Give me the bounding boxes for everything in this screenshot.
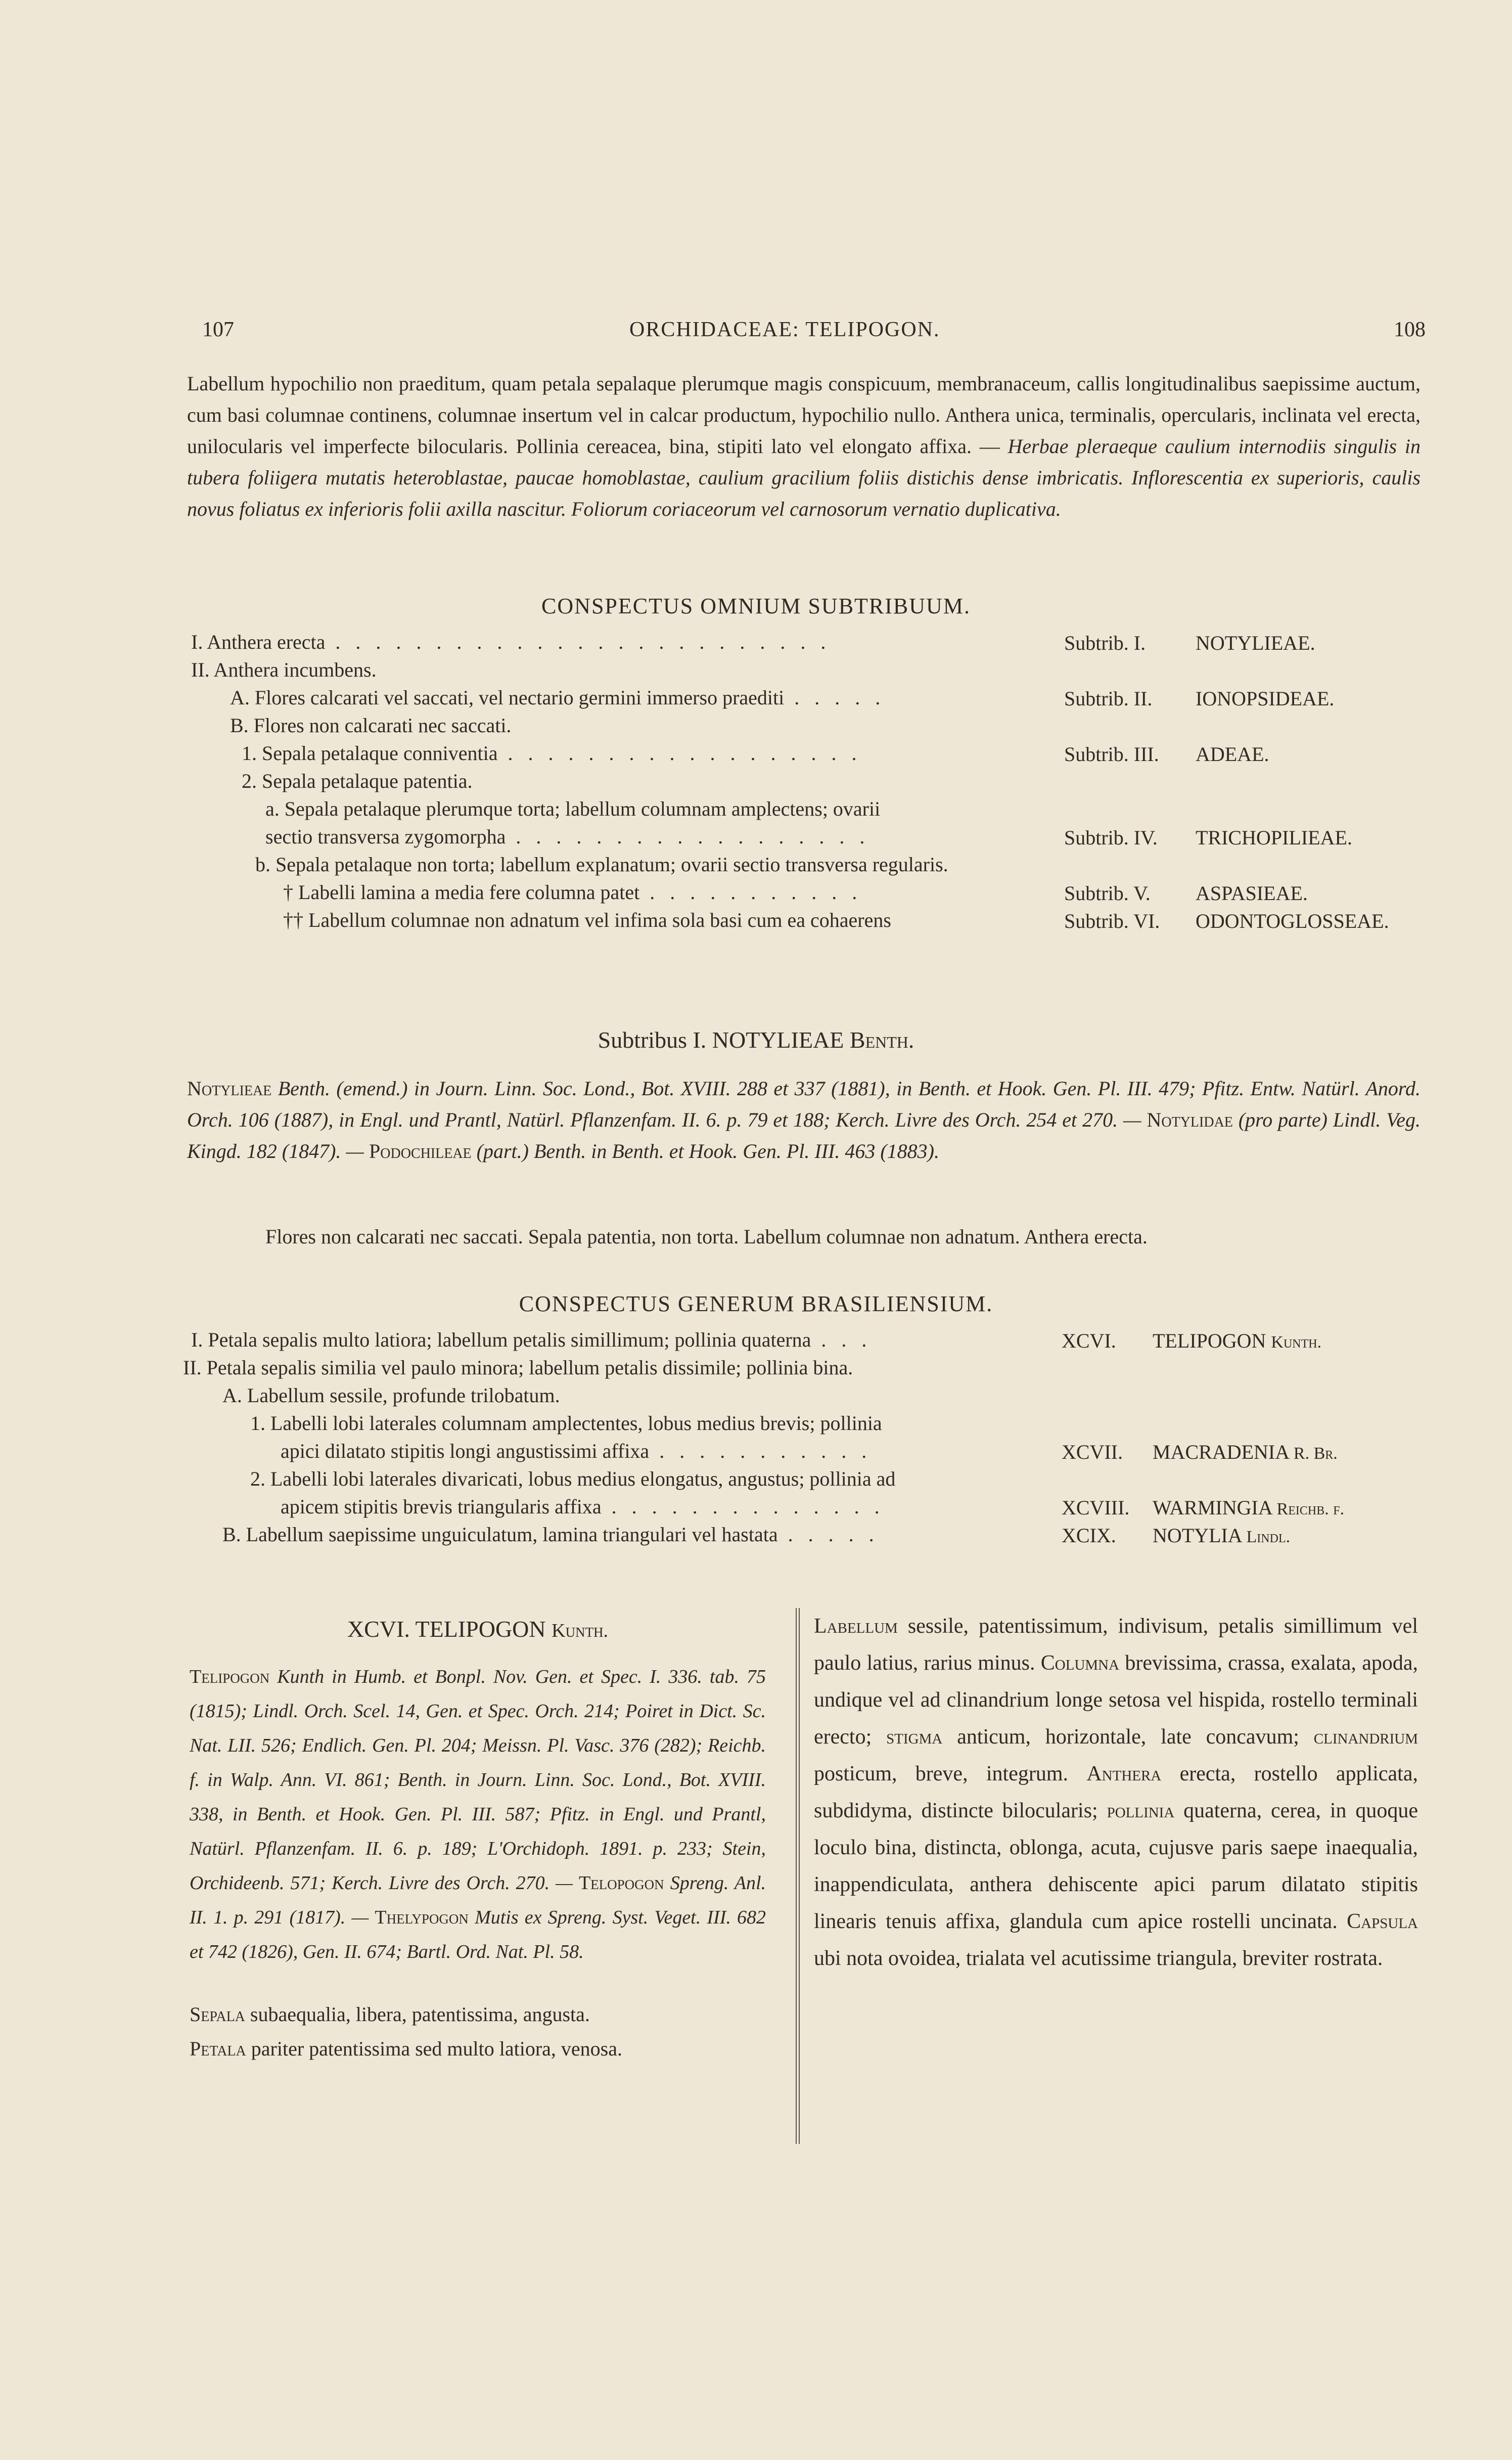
synonym-name: Notylidae xyxy=(1147,1108,1233,1131)
row-text: I. Anthera erecta xyxy=(191,631,326,653)
row-text: B. Labellum saepissime unguiculatum, lamina triangulari vel hastata xyxy=(222,1523,778,1546)
conspectus-row xyxy=(283,877,862,908)
subtribus-ref: Subtrib. II. xyxy=(1064,687,1153,710)
conspectus-row xyxy=(191,627,831,657)
genus-name xyxy=(1153,1440,1338,1464)
synonym-citation: Benth. (emend.) in Journ. Linn. Soc. Lond., Bot. XVIII. 288 et 337 (1881), in Benth. et Hook. Gen. Pl. III. 479; Pfitz. Entw. Natürl. Anord. Orch. 106 (1887), in Engl. und Prantl, Natürl. Pflanzenfam. II. 6. p. 79 et 188; Kerch. Livre des Orch. 254 et 270. — xyxy=(187,1077,1421,1131)
conspectus-row xyxy=(230,683,885,713)
genus-name xyxy=(1153,1496,1344,1519)
genus-name xyxy=(1153,1524,1290,1547)
row-text: B. Flores non calcarati nec saccati. xyxy=(230,714,512,737)
subtribus-name: IONOPSIDEAE. xyxy=(1196,687,1335,710)
synonym-citation: Mutis ex Spreng. Syst. Veget. III. 682 et 742 (1826), Gen. II. 674; Bartl. Ord. Nat. Pl. 58. xyxy=(190,1907,766,1962)
genus-number: XCVI. xyxy=(1062,1329,1116,1352)
subtribus-title: Subtribus I. NOTYLIEAE xyxy=(598,1027,844,1053)
conspectus-subtribuum-heading: CONSPECTUS OMNIUM SUBTRIBUUM. xyxy=(541,594,971,618)
conspectus-row xyxy=(265,794,880,824)
conspectus-row xyxy=(242,738,861,769)
leader-dots: . . . . . xyxy=(777,1523,879,1546)
subtribus-ref: Subtrib. V. xyxy=(1064,882,1151,905)
subtribus-synonymy xyxy=(187,1073,1421,1167)
organ-description: sessile, patentissimum, indivisum, petalis simillimum vel paulo latius, rarius minus. xyxy=(814,1615,1418,1675)
sepala-label: Sepala xyxy=(190,2003,245,2026)
subtribus-ref: Subtrib. I. xyxy=(1064,632,1146,654)
subtribus-diagnosis: Flores non calcarati nec saccati. Sepala patentia, non torta. Labellum columnae non adnatum. Anthera erecta. xyxy=(265,1225,1148,1248)
genus-key-row xyxy=(250,1464,895,1494)
row-text: A. Labellum sessile, profunde trilobatum. xyxy=(222,1384,560,1407)
subtribus-name: ADEAE. xyxy=(1196,743,1269,766)
subtribus-author: Benth. xyxy=(849,1027,914,1053)
conspectus-row xyxy=(230,710,511,741)
organ-label: Labellum xyxy=(814,1615,898,1638)
synonym-citation: (part.) Benth. in Benth. et Hook. Gen. Pl. III. 463 (1883). xyxy=(476,1140,940,1162)
column-divider xyxy=(796,1608,800,2144)
subtribus-name: NOTYLIEAE. xyxy=(1196,632,1315,654)
conspectus-row xyxy=(191,655,377,685)
row-text: A. Flores calcarati vel saccati, vel nectario germini immerso praediti xyxy=(230,686,785,709)
genus-heading xyxy=(190,1616,766,1642)
sepala-text: subaequalia, libera, patentissima, angusta. xyxy=(245,2003,590,2026)
petala-text: pariter patentissima sed multo latiora, venosa. xyxy=(246,2037,623,2060)
genus-name-text: TELIPOGON xyxy=(1153,1329,1271,1352)
row-text: 1. Labelli lobi laterales columnam amplectentes, lobus medius brevis; pollinia xyxy=(250,1412,882,1435)
genus-key-row xyxy=(222,1380,560,1411)
subtribus-ref: Subtrib. III. xyxy=(1064,743,1159,766)
conspectus-row xyxy=(265,822,869,852)
genus-key-row xyxy=(191,1325,872,1355)
genus-key-row xyxy=(281,1492,885,1522)
genus-number: XCVII. xyxy=(1062,1441,1123,1463)
genus-description-right xyxy=(814,1608,1418,1977)
row-text: apici dilatato stipitis longi angustissimi affixa xyxy=(281,1440,650,1462)
intro-paragraph xyxy=(187,368,1421,525)
row-text: 1. Sepala petalaque conniventia xyxy=(242,742,498,765)
synonym-name: Thelypogon xyxy=(375,1907,469,1928)
genus-key-row xyxy=(281,1436,872,1466)
genus-author: R. Br. xyxy=(1293,1444,1338,1463)
genus-number: XCVIII. xyxy=(1062,1496,1130,1519)
genus-key-row xyxy=(250,1408,882,1439)
subtribus-name: ASPASIEAE. xyxy=(1196,882,1308,905)
sepala-line xyxy=(190,1997,766,2032)
organ-description: posticum, breve, integrum. xyxy=(814,1762,1087,1785)
organ-label: Anthera xyxy=(1086,1762,1162,1785)
organ-description: erecta, rostello applicata, subdidyma, distincte bilocularis; xyxy=(814,1762,1418,1822)
genus-title: XCVI. TELIPOGON xyxy=(347,1616,546,1642)
row-text: II. Anthera incumbens. xyxy=(191,658,377,681)
synonym-name: Telipogon xyxy=(190,1666,270,1687)
synonym-name: Notylieae xyxy=(187,1077,272,1100)
genus-synonymy xyxy=(190,1660,766,1969)
leader-dots: . . . . . . . . . . . . . . xyxy=(601,1495,885,1518)
genus-author: Kunth. xyxy=(1271,1333,1322,1352)
row-text: 2. Sepala petalaque patentia. xyxy=(242,770,473,792)
subtribus-ref: Subtrib. VI. xyxy=(1064,910,1160,932)
petala-label: Petala xyxy=(190,2037,246,2060)
row-text: apicem stipitis brevis triangularis affixa xyxy=(281,1495,602,1518)
row-text: †† Labellum columnae non adnatum vel infima sola basi cum ea cohaerens xyxy=(283,909,891,931)
subtribus-name: ODONTOGLOSSEAE. xyxy=(1196,910,1389,932)
synonym-citation: (pro parte) Lindl. Veg. Kingd. 182 (1847). — xyxy=(187,1108,1421,1162)
running-header xyxy=(202,318,1426,348)
genus-number: XCIX. xyxy=(1062,1524,1116,1547)
subtribus-heading xyxy=(0,1026,1512,1053)
genus-author: Lindl. xyxy=(1246,1528,1291,1546)
organ-label: Columna xyxy=(1040,1651,1120,1675)
row-text: a. Sepala petalaque plerumque torta; labellum columnam amplectens; ovarii xyxy=(265,797,881,820)
organ-description: anticum, horizontale, late concavum; xyxy=(942,1725,1314,1749)
genus-name-text: MACRADENIA xyxy=(1153,1441,1294,1463)
leader-dots: . . . . . . . . . . . . . . . . . . . . . . . . . xyxy=(325,631,831,653)
row-text: I. Petala sepalis multo latiora; labellum petalis simillimum; pollinia quaterna xyxy=(191,1328,811,1351)
conspectus-generum-heading: CONSPECTUS GENERUM BRASILIENSIUM. xyxy=(519,1291,993,1316)
leader-dots: . . . . . . . . . . . . . . . . . . xyxy=(506,825,870,848)
leader-dots: . . . . . . . . . . . xyxy=(649,1440,872,1462)
leader-dots: . . . . . . . . . . . . . . . . . . xyxy=(497,742,862,765)
page-number-right: 108 xyxy=(1394,318,1426,341)
organ-label: clinandrium xyxy=(1313,1725,1418,1749)
conspectus-row xyxy=(255,849,948,880)
synonym-name: Telopogon xyxy=(578,1872,664,1894)
subtribus-name: TRICHOPILIEAE. xyxy=(1196,826,1352,849)
genus-key-row xyxy=(183,1353,853,1383)
organ-label: stigma xyxy=(886,1725,943,1749)
row-text: b. Sepala petalaque non torta; labellum explanatum; ovarii sectio transversa regularis. xyxy=(255,853,948,876)
synonym-name: Podochileae xyxy=(369,1140,472,1162)
intro-italic-text: Herbae pleraeque caulium internodiis singulis in tubera foliigera mutatis heteroblastae, paucae homoblastae, caulium gracilium foliis distichis dense imbricatis. Inflorescentia ex superioris, caulis novus foliatus ex inferioris folii axilla nascitur. Foliorum coriaceorum vel carnosorum vernatio duplicativa. xyxy=(187,435,1421,520)
petala-line xyxy=(190,2032,766,2066)
leader-dots: . . . xyxy=(811,1328,872,1351)
row-text: 2. Labelli lobi laterales divaricati, lobus medius elongatus, angustus; pollinia ad xyxy=(250,1467,896,1490)
organ-label: Capsula xyxy=(1347,1910,1418,1933)
organ-label: pollinia xyxy=(1107,1799,1175,1822)
organ-description: ubi nota ovoidea, trialata vel acutissime triangula, breviter rostrata. xyxy=(814,1947,1383,1970)
genus-name-text: WARMINGIA xyxy=(1153,1496,1277,1519)
genus-name-text: NOTYLIA xyxy=(1153,1524,1247,1547)
genus-key-row xyxy=(222,1519,879,1550)
organ-description: brevissima, crassa, exalata, apoda, undique vel ad clinandrium longe setosa vel hispida, rostello terminali erecto; xyxy=(814,1651,1418,1749)
genus-author: Kunth. xyxy=(552,1620,609,1641)
intro-text: Labellum hypochilio non praeditum, quam petala sepalaque plerumque magis conspicuum, membranaceum, callis longitudinalibus saepissime auctum, cum basi columnae continens, columnae insertum vel in calcar productum, hypochilio nullo. Anthera unica, terminalis, opercularis, inclinata vel erecta, unilocularis vel imperfecte bilocularis. Pollinia cereacea, bina, stipiti lato vel elongato affixa. — xyxy=(187,372,1421,458)
conspectus-row xyxy=(242,766,472,796)
row-text: II. Petala sepalis similia vel paulo minora; labellum petalis dissimile; pollinia bina. xyxy=(183,1356,853,1379)
row-text: † Labelli lamina a media fere columna patet xyxy=(283,881,640,904)
organ-description: quaterna, cerea, in quoque loculo bina, distincta, oblonga, acuta, cujusve paris saepe inaequalia, inappendiculata, anthera dehiscente apici parum dilatato stipitis linearis tenuis affixa, glandula cum apice rostelli uncinata. xyxy=(814,1799,1418,1933)
genus-author: Reichb. f. xyxy=(1276,1500,1345,1518)
conspectus-row xyxy=(283,905,891,935)
synonym-citation: Kunth in Humb. et Bonpl. Nov. Gen. et Spec. I. 336. tab. 75 (1815); Lindl. Orch. Scel. 14, Gen. et Spec. Orch. 214; Poiret in Dict. Sc. Nat. LII. 526; Endlich. Gen. Pl. 204; Meissn. Pl. Vasc. 376 (282); Reichb. f. in Walp. Ann. VI. 861; Benth. in Journ. Linn. Soc. Lond., Bot. XVIII. 338, in Benth. et Hook. Gen. Pl. III. 587; Pfitz. in Engl. und Prantl, Natürl. Pflanzenfam. II. 6. p. 189; L'Orchidoph. 1891. p. 233; Stein, Orchideenb. 571; Kerch. Livre des Orch. 270. — xyxy=(190,1666,766,1894)
row-text: sectio transversa zygomorpha xyxy=(265,825,506,848)
page-number-left: 107 xyxy=(202,318,234,341)
leader-dots: . . . . . . . . . . . xyxy=(639,881,862,904)
synonym-citation: Spreng. Anl. II. 1. p. 291 (1817). — xyxy=(190,1872,766,1928)
genus-description-left xyxy=(190,1997,766,2066)
leader-dots: . . . . . xyxy=(784,686,886,709)
running-title: ORCHIDACEAE: TELIPOGON. xyxy=(629,318,940,341)
subtribus-ref: Subtrib. IV. xyxy=(1064,826,1158,849)
genus-name xyxy=(1153,1329,1321,1353)
